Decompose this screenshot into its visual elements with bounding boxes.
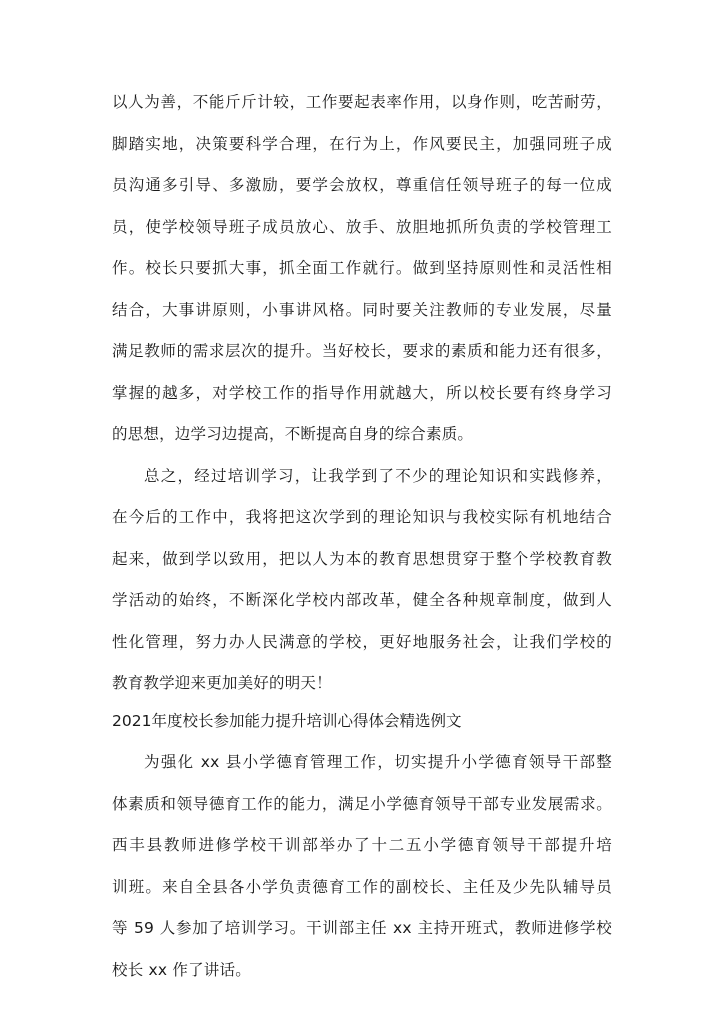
text-line: 总之，经过培训学习，让我学到了不少的理论知识和实践修养， <box>144 467 612 485</box>
text-line: 掌握的越多，对学校工作的指导作用就越大，所以校长要有终身学习 <box>112 384 612 402</box>
text-line: 西丰县教师进修学校干训部举办了十二五小学德育领导干部提升培 <box>112 836 612 854</box>
text-line: 等 59 人参加了培训学习。干训部主任 xx 主持开班式，教师进修学校 <box>112 919 612 937</box>
text-line: 体素质和领导德育工作的能力，满足小学德育领导干部专业发展需求。 <box>112 795 612 813</box>
section-heading: 2021年度校长参加能力提升培训心得体会精选例文 <box>112 712 462 730</box>
text-line: 训班。来自全县各小学负责德育工作的副校长、主任及少先队辅导员 <box>112 878 612 896</box>
text-line: 满足教师的需求层次的提升。当好校长，要求的素质和能力还有很多， <box>112 342 612 360</box>
text-line: 以人为善，不能斤斤计较，工作要起表率作用，以身作则，吃苦耐劳， <box>112 93 612 111</box>
text-line: 员沟通多引导、多激励，要学会放权，尊重信任领导班子的每一位成 <box>112 176 612 194</box>
text-line: 起来，做到学以致用，把以人为本的教育思想贯穿于整个学校教育教 <box>112 550 612 568</box>
text-line: 脚踏实地，决策要科学合理，在行为上，作风要民主，加强同班子成 <box>112 135 612 153</box>
text-line: 在今后的工作中，我将把这次学到的理论知识与我校实际有机地结合 <box>112 508 612 526</box>
text-line: 性化管理，努力办人民满意的学校，更好地服务社会，让我们学校的 <box>112 633 612 651</box>
text-line: 为强化 xx 县小学德育管理工作，切实提升小学德育领导干部整 <box>144 753 612 771</box>
text-line: 教育教学迎来更加美好的明天！ <box>112 674 332 692</box>
text-line: 学活动的始终，不断深化学校内部改革，健全各种规章制度，做到人 <box>112 591 612 609</box>
text-line: 员，使学校领导班子成员放心、放手、放胆地抓所负责的学校管理工 <box>112 218 612 236</box>
text-line: 的思想，边学习边提高，不断提高自身的综合素质。 <box>112 425 474 443</box>
text-line: 校长 xx 作了讲话。 <box>112 961 251 979</box>
text-line: 作。校长只要抓大事，抓全面工作就行。做到坚持原则性和灵活性相 <box>112 259 612 277</box>
text-line: 结合，大事讲原则，小事讲风格。同时要关注教师的专业发展，尽量 <box>112 301 612 319</box>
